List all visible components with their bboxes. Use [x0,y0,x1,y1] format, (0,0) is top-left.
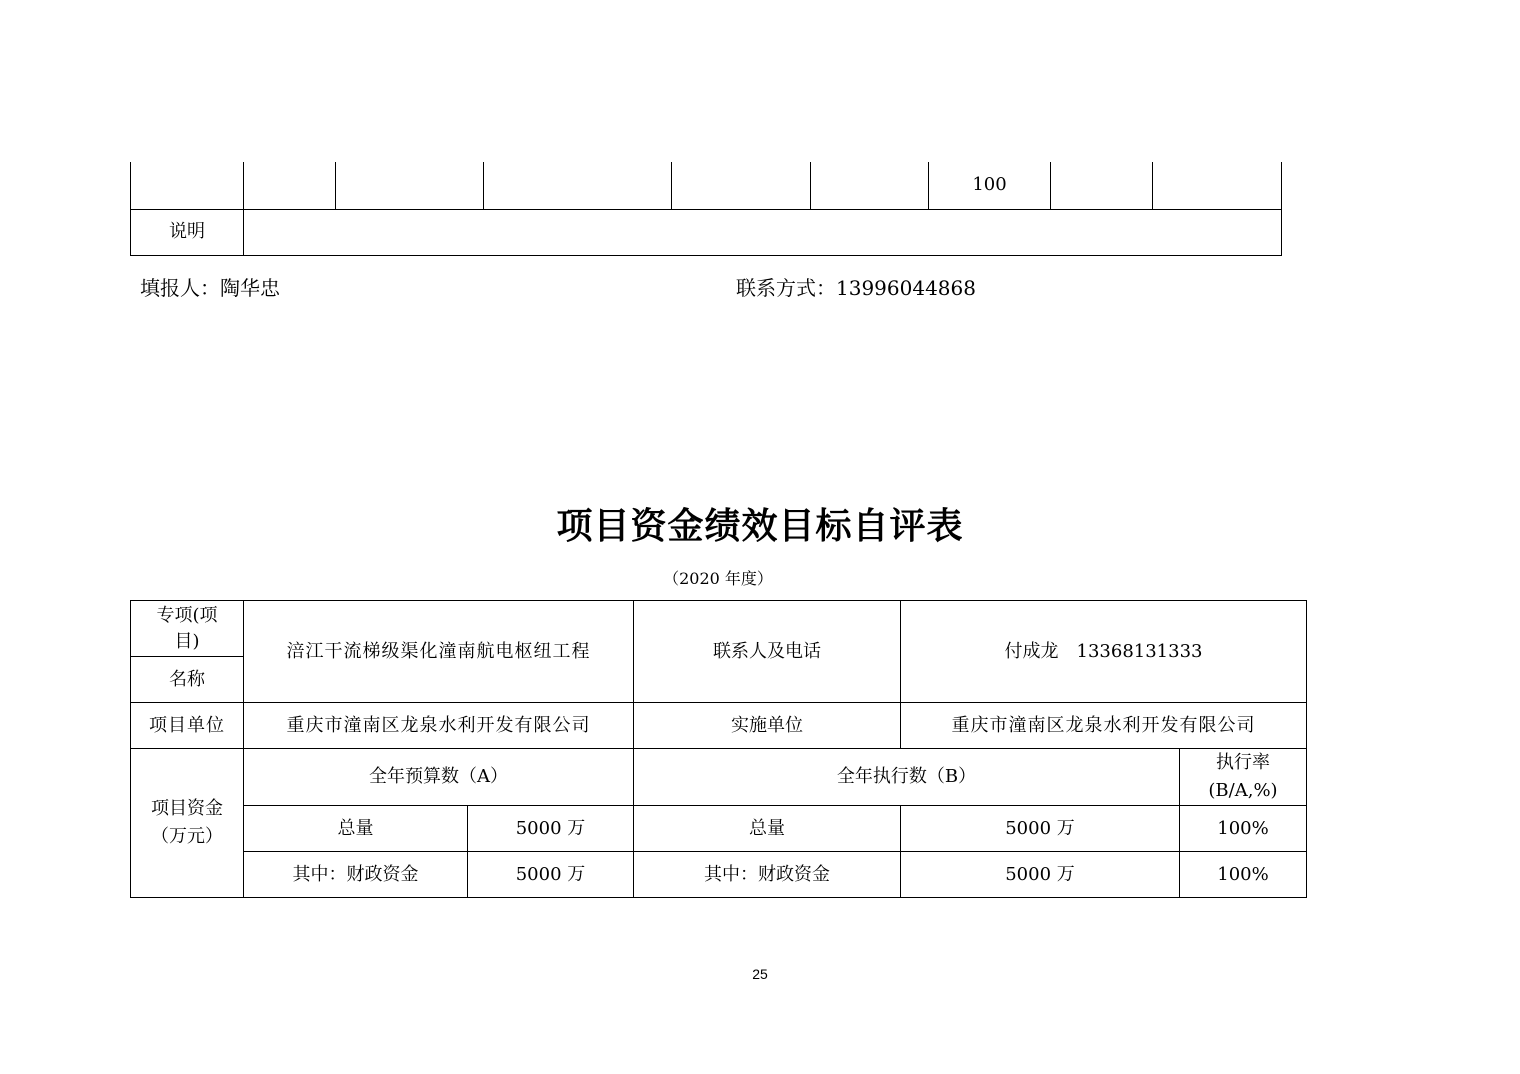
budget-label: 其中：财政资金 [244,852,468,898]
exec-header: 全年执行数（B） [634,749,1180,806]
report-year: （2020 年度） [663,569,773,588]
budget-value: 5000 万 [468,806,634,852]
impl-value: 重庆市潼南区龙泉水利开发有限公司 [901,703,1307,749]
rate-header [1180,749,1307,806]
project-name-value: 涪江干流梯级渠化潼南航电枢纽工程 [244,601,634,703]
table-cell [131,162,244,209]
project-label-line2: 名称 [131,657,244,703]
table-row [131,162,1282,209]
exec-value: 5000 万 [901,806,1180,852]
table-cell [1051,162,1153,209]
budget-value: 5000 万 [468,852,634,898]
unit-value: 重庆市潼南区龙泉水利开发有限公司 [244,703,634,749]
table-cell [484,162,672,209]
note-label: 说明 [131,209,244,255]
impl-label: 实施单位 [634,703,901,749]
exec-value: 5000 万 [901,852,1180,898]
reporter: 填报人：陶华忠 [140,276,280,300]
funds-label [131,749,244,898]
project-name-label [131,601,244,657]
rate-value: 100% [1180,852,1307,898]
table-row [131,806,1307,852]
note-value [244,209,1282,255]
table-cell [1153,162,1282,209]
table-cell [244,162,336,209]
budget-label: 总量 [244,806,468,852]
table-row [131,209,1282,255]
budget-header: 全年预算数（A） [244,749,634,806]
self-evaluation-table [130,600,1307,898]
table-row [131,703,1307,749]
table-cell [811,162,929,209]
contact-label: 联系人及电话 [634,601,901,703]
table-cell [336,162,484,209]
table-cell [672,162,811,209]
previous-table-fragment [130,162,1282,256]
page-number: 25 [752,966,768,982]
exec-label: 总量 [634,806,901,852]
project-label-line1: 专项(项目) [156,604,218,652]
contact-info: 联系方式：13996044868 [736,276,976,300]
page-title: 项目资金绩效目标自评表 [556,505,964,547]
contact-value: 付成龙 13368131333 [901,601,1307,703]
rate-header-text: 执行率(B/A,%) [1208,752,1278,801]
table-row [131,749,1307,806]
exec-label: 其中：财政资金 [634,852,901,898]
table-row [131,852,1307,898]
table-row [131,601,1307,657]
funds-label-text: 项目资金（万元） [151,798,223,847]
rate-value: 100% [1180,806,1307,852]
score-cell: 100 [929,162,1051,209]
unit-label: 项目单位 [131,703,244,749]
